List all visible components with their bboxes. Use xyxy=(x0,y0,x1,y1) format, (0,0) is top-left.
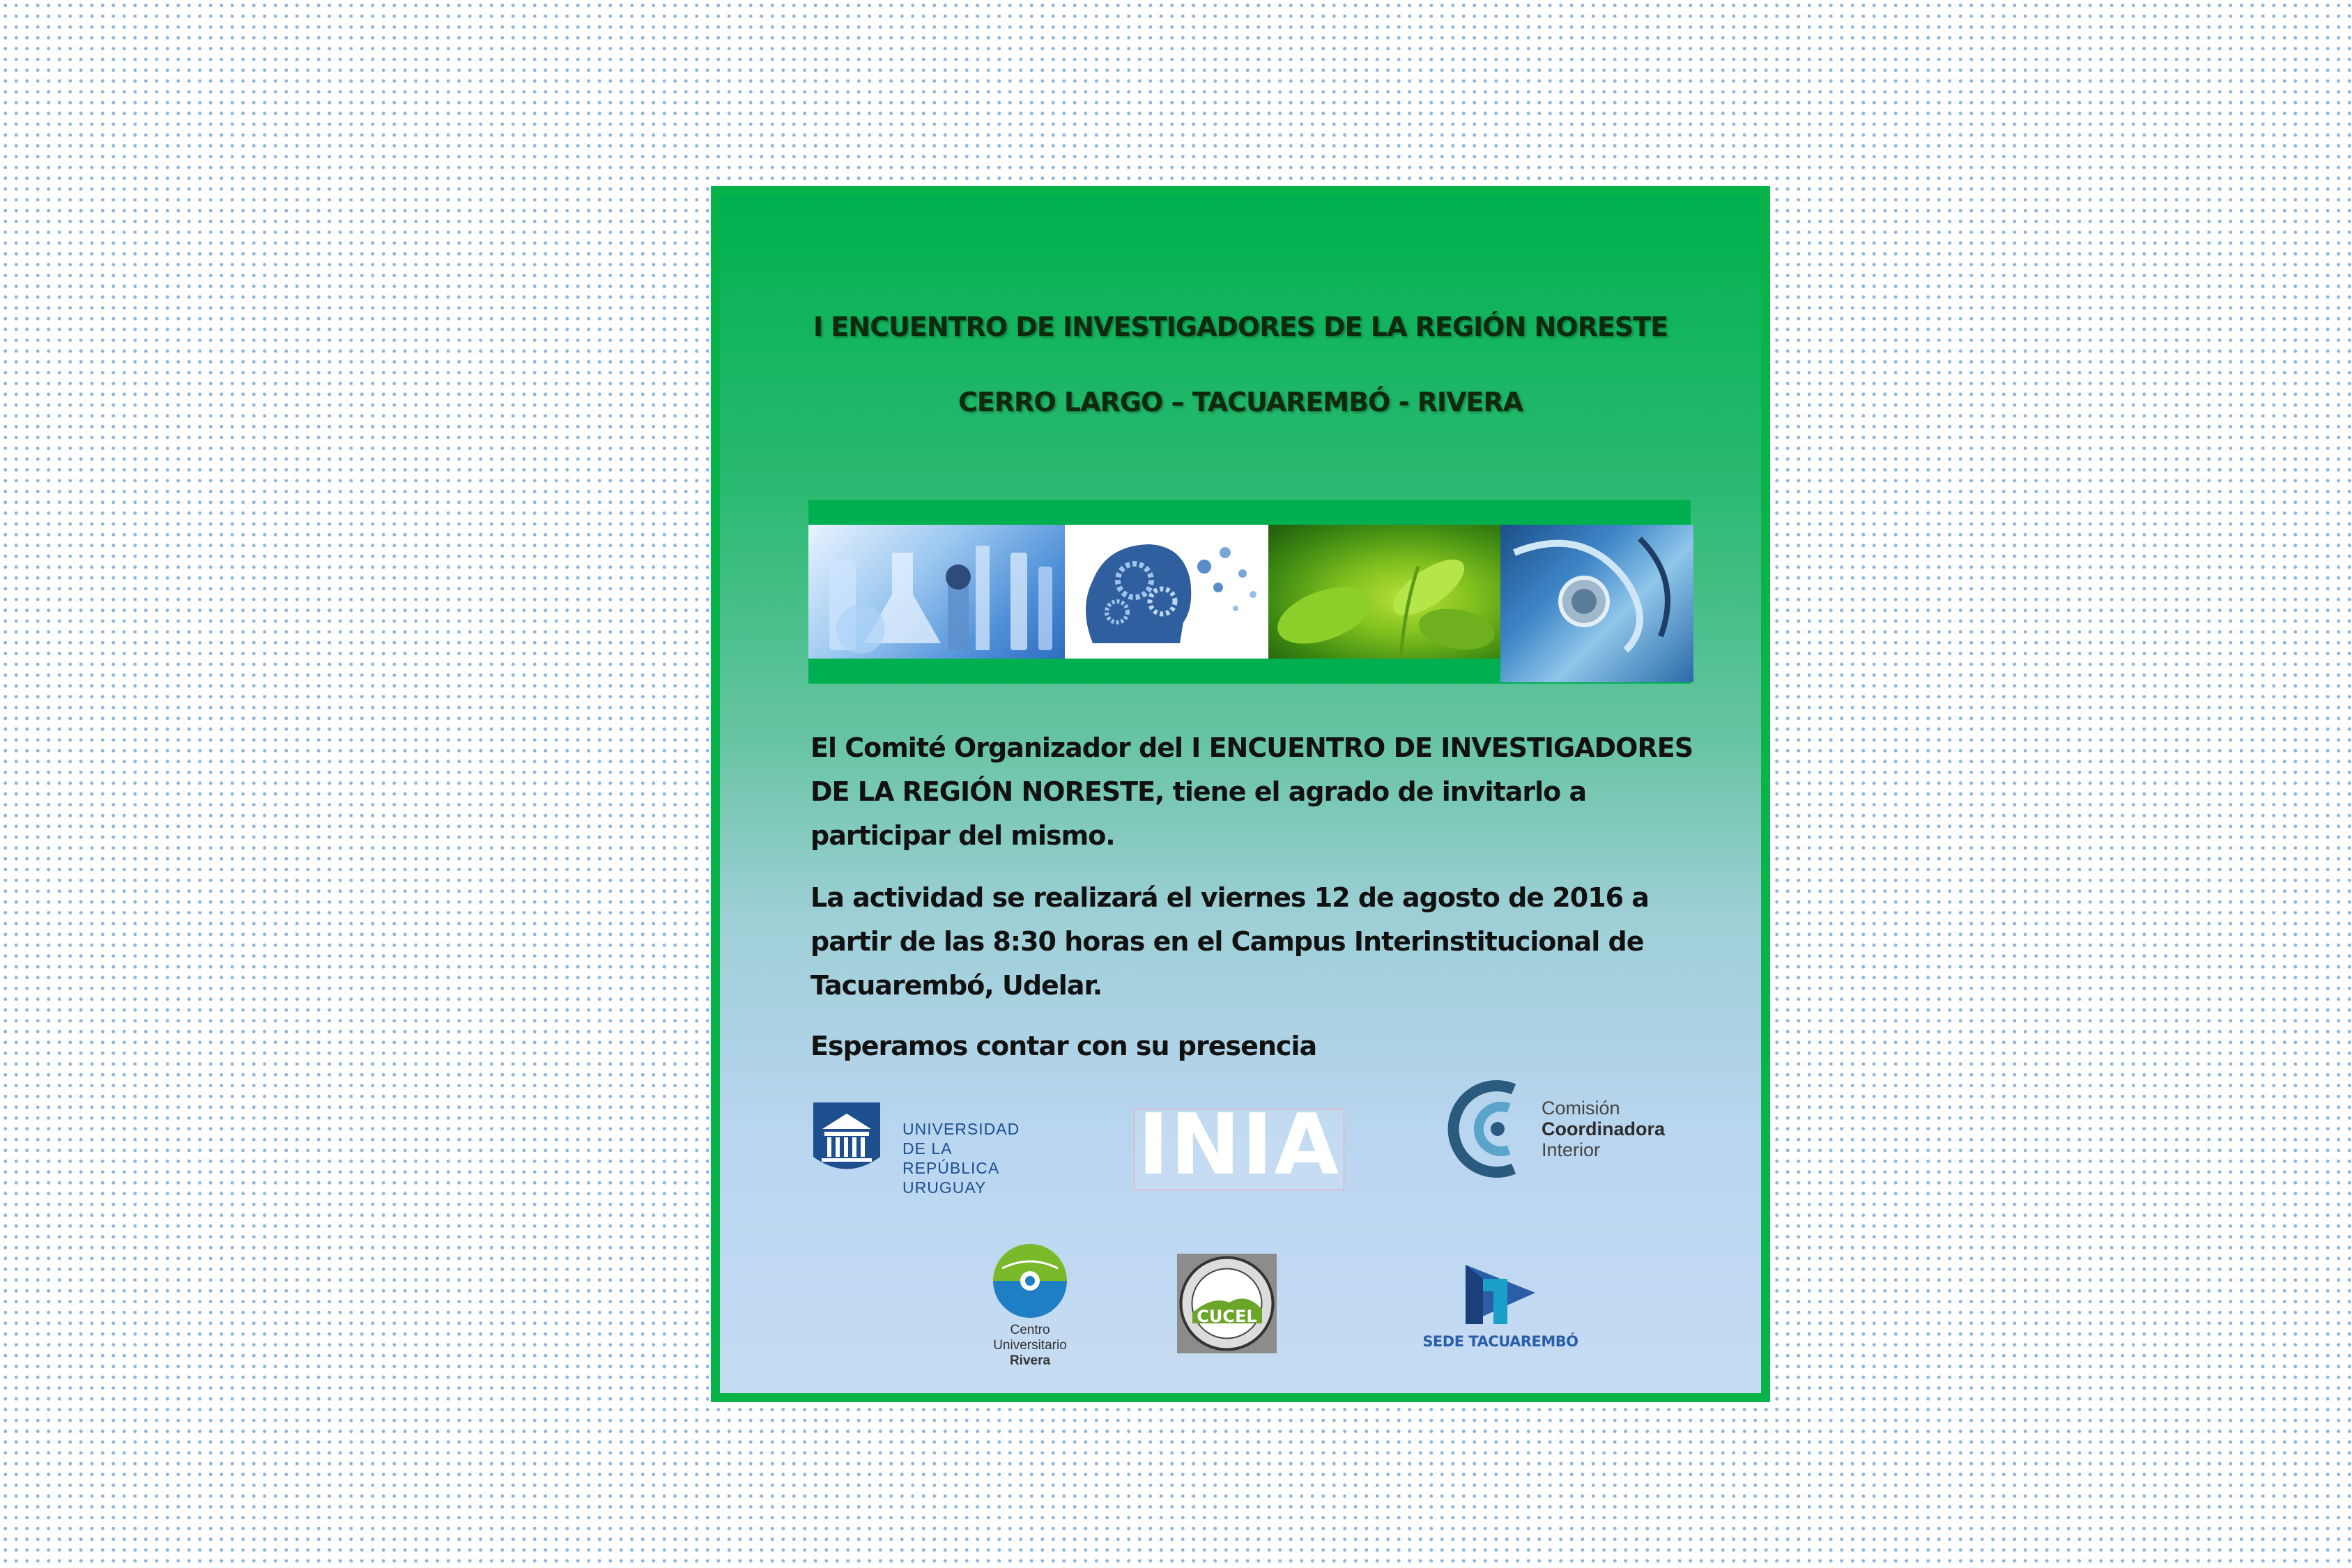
cucel-logo xyxy=(1177,1254,1277,1353)
cci-line1: Comisión xyxy=(1542,1098,1620,1119)
stethoscope-photo xyxy=(1500,525,1693,682)
cucel-logo-text: CUCEL xyxy=(1197,1307,1257,1326)
cur-logo xyxy=(978,1240,1082,1373)
green-leaves-photo xyxy=(1268,525,1500,659)
cci-c-icon xyxy=(1447,1077,1531,1181)
image-banner xyxy=(808,500,1693,684)
sede-tacuarembo-text: SEDE TACUAREMBÓ xyxy=(1422,1333,1578,1350)
cci-logo xyxy=(1447,1077,1684,1181)
gears-head-photo xyxy=(1065,525,1268,659)
udelar-building-icon xyxy=(812,1101,882,1178)
invitation-subtitle: CERRO LARGO – TACUAREMBÓ - RIVERA xyxy=(958,387,1523,417)
udelar-line2: DE LA REPÚBLICA xyxy=(902,1139,1000,1177)
sede-tacuarembo-logo xyxy=(1417,1258,1584,1355)
cur-line2: Universitario xyxy=(993,1338,1067,1353)
udelar-logo xyxy=(812,1101,1049,1197)
udelar-line1: UNIVERSIDAD xyxy=(902,1120,1020,1138)
cci-line2: Coordinadora xyxy=(1542,1119,1666,1139)
cur-line1: Centro xyxy=(1010,1323,1050,1337)
laboratory-glassware-photo xyxy=(808,525,1065,659)
cur-line3: Rivera xyxy=(1009,1353,1051,1368)
cci-line3: Interior xyxy=(1542,1139,1601,1160)
udelar-line3: URUGUAY xyxy=(902,1178,987,1197)
banner-top-bar xyxy=(808,500,1691,525)
inia-logo xyxy=(1134,1097,1344,1194)
invitation-title: I ENCUENTRO DE INVESTIGADORES DE LA REGIÓN NORESTE xyxy=(813,312,1668,342)
cur-circle-icon xyxy=(978,1240,1082,1321)
closing-paragraph: Esperamos contar con su presencia xyxy=(810,1031,1317,1061)
sede-arrow-icon xyxy=(1417,1258,1584,1331)
event-details-paragraph: La actividad se realizará el viernes 12 de agosto de 2016 a partir de las 8:30 horas en el Campus Interinstitucional de Tacuarembó, Udelar. xyxy=(810,882,1649,1001)
invitation-card xyxy=(711,186,1770,1402)
invitation-paragraph: El Comité Organizador del I ENCUENTRO DE INVESTIGADORES DE LA REGIÓN NORESTE, tiene el agrado de invitarlo a participar del mismo. xyxy=(810,732,1693,851)
inia-logo-text: INIA xyxy=(1137,1097,1341,1194)
